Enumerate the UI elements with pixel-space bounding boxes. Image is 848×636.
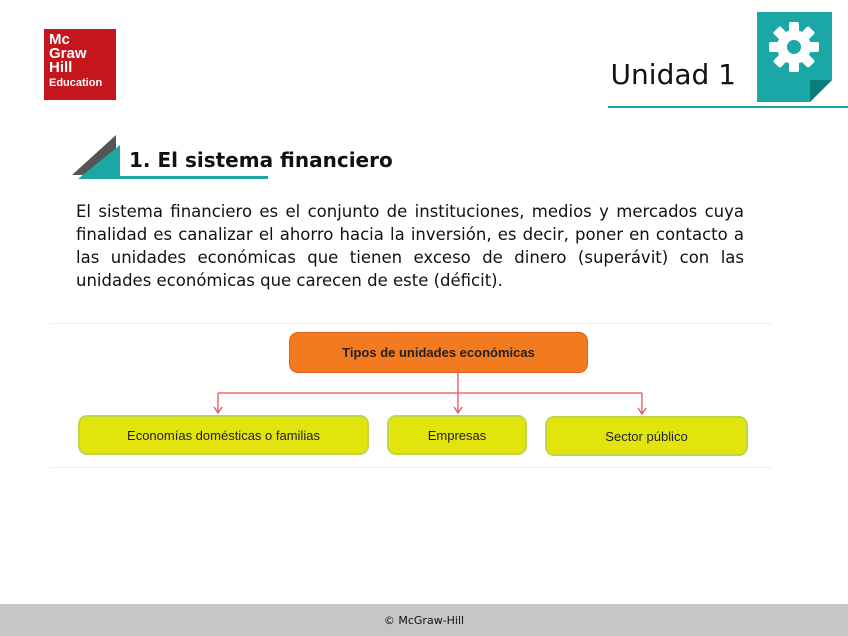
logo-line-3: Hill (49, 59, 73, 76)
footer-bar (0, 604, 848, 636)
diagram-node-familias: Economías domésticas o familias (78, 415, 369, 455)
unit-underline (608, 106, 848, 108)
gear-icon (757, 12, 832, 102)
logo-line-2: Graw (49, 45, 87, 62)
unit-title: Unidad 1 (610, 58, 736, 91)
diagram-node-empresas: Empresas (387, 415, 527, 455)
section-underline (120, 176, 268, 179)
logo-line-1: Mc (49, 31, 70, 48)
section-marker-icon (72, 135, 136, 179)
diagram-root-node: Tipos de unidades económicas (289, 332, 588, 373)
section-heading: 1. El sistema financiero (129, 148, 393, 172)
diagram-node-sector-publico: Sector público (545, 416, 748, 456)
mcgraw-hill-logo (44, 29, 116, 100)
body-paragraph: El sistema financiero es el conjunto de instituciones, medios y mercados cuya finalidad es canalizar el ahorro hacia la inversión, es decir, poner en contacto a las unidades económicas que tienen exceso de dinero (superávit) con las unidades económicas que carecen de este (déficit). (76, 202, 744, 290)
footer-copyright: © McGraw-Hill (383, 613, 465, 627)
logo-line-4: Education (49, 77, 103, 89)
